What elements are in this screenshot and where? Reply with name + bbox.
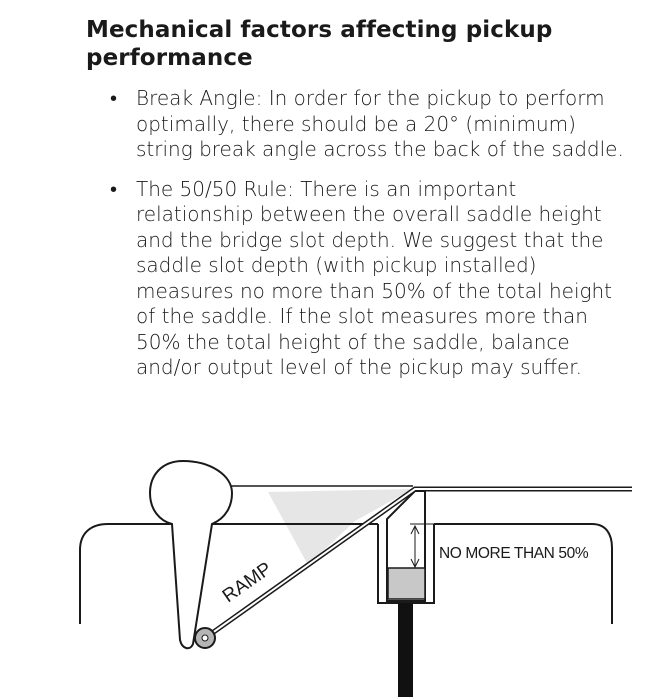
- string-ball-center: [202, 635, 208, 641]
- bullet-dot-icon: •: [110, 86, 118, 110]
- pickup-element: [388, 568, 425, 599]
- bullet-text: In order for the pickup to perform optimally, there should be a 20° (minimum) string break angle across the back of the saddle.: [136, 86, 624, 161]
- bridge-saddle-diagram: [0, 440, 669, 697]
- bullet-label: Break Angle:: [136, 86, 263, 110]
- bridge-pin: [150, 461, 232, 648]
- depth-label: NO MORE THAN 50%: [439, 545, 589, 562]
- ramp-label: RAMP: [218, 558, 276, 608]
- pickup-cable: [398, 603, 413, 697]
- bullet-break-angle: [108, 86, 628, 163]
- bullet-list: [108, 86, 628, 395]
- bullet-label: The 50/50 Rule:: [136, 176, 294, 201]
- bullet-text: There is an important relationship between the overall saddle height and the bridge slot depth. We suggest that the saddle slot depth (with pickup installed) measures no more than 50% of the total height of the saddle. If the slot measures more than 50% the total height of the saddle, balance and/or output level of the pickup may suffer.: [136, 176, 613, 379]
- bullet-fifty-fifty-rule: [108, 177, 628, 381]
- bullet-dot-icon: •: [110, 176, 118, 201]
- section-heading: Mechanical factors affecting pickup performance: [86, 17, 553, 71]
